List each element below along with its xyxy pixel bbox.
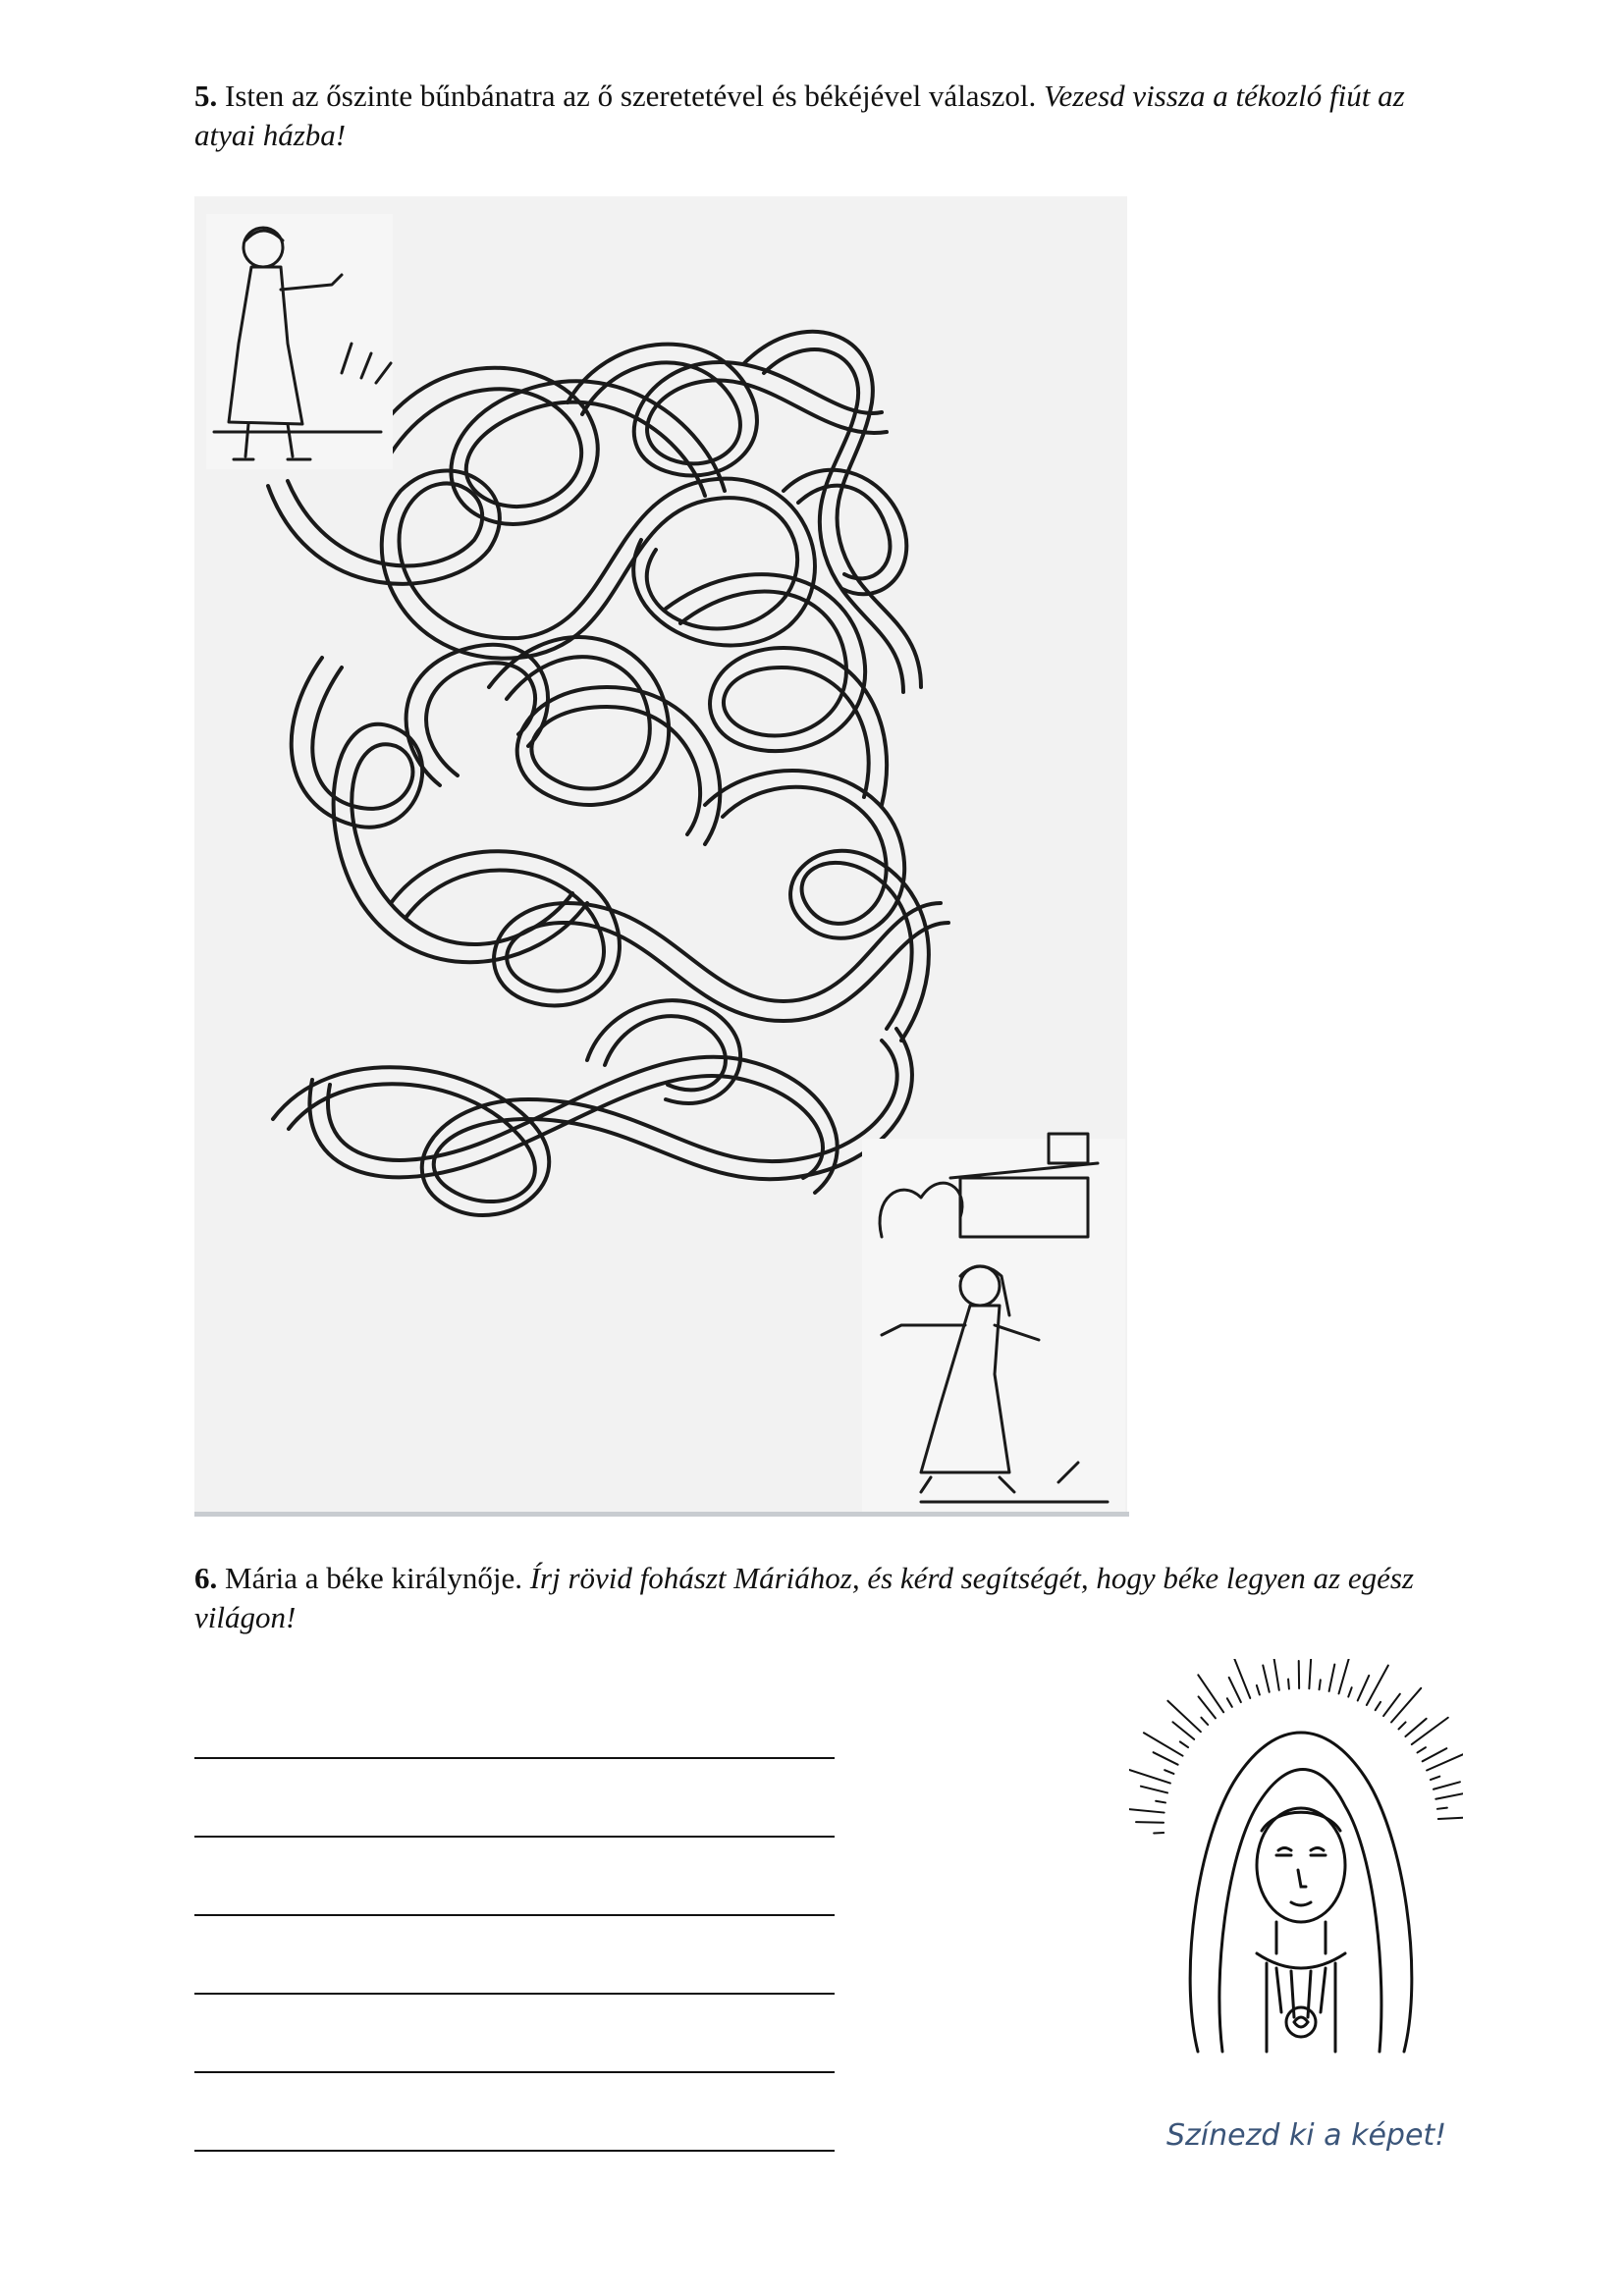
halo-ray [1423,1748,1447,1761]
writing-line[interactable] [194,1836,835,1838]
halo-ray [1198,1675,1223,1712]
halo-ray [1180,1741,1188,1747]
halo-ray [1129,1769,1170,1783]
halo-ray [1272,1659,1278,1690]
halo-ray [1339,1659,1352,1693]
halo-ray [1199,1696,1216,1718]
halo-ray [1329,1665,1335,1691]
writing-line[interactable] [194,2071,835,2073]
halo-ray [1288,1680,1289,1689]
halo-ray [1437,1808,1447,1809]
halo-ray [1438,1818,1463,1819]
writing-line[interactable] [194,1993,835,1995]
halo-ray [1156,1801,1165,1803]
halo-ray [1435,1790,1463,1799]
writing-line[interactable] [194,1757,835,1759]
halo-ray [1141,1787,1167,1793]
halo-ray [1263,1666,1269,1692]
halo-ray [1229,1678,1241,1702]
halo-ray [1129,1808,1164,1812]
halo-ray [1434,1782,1460,1789]
halo-ray [1164,1770,1173,1774]
writing-line[interactable] [194,2150,835,2152]
halo-ray [1412,1718,1448,1744]
maze[interactable] [194,196,1129,1517]
halo-ray [1367,1666,1388,1705]
halo-ray [1227,1698,1232,1707]
coloring-caption: Színezd ki a képet! [1166,2118,1447,2153]
halo-ray [1358,1676,1370,1701]
task6-prompt [194,1559,1461,1637]
halo-ray [1144,1733,1183,1755]
halo-ray [1427,1752,1463,1771]
halo-ray [1154,1752,1178,1764]
halo-ray [1172,1722,1194,1739]
prodigal-son-icon [206,214,393,469]
virgin-mary-icon [1129,1659,1463,2101]
task5-text: Isten az őszinte bűnbánatra az ő szeretetével és békéjével válaszol. [217,79,1045,113]
task6-text: Mária a béke királynője. [217,1561,530,1595]
halo-ray [1383,1694,1400,1716]
halo-ray [1309,1659,1312,1688]
task6-instruction: Írj rövid fohászt Máriához, és kérd segítségét, hogy béke legyen az egész világon! [194,1561,1414,1634]
task5-number: 5. [194,79,218,113]
halo-ray [1418,1747,1426,1752]
halo-ray [1167,1701,1201,1732]
task6-number: 6. [194,1561,218,1595]
halo-ray [1348,1687,1351,1696]
halo-ray [1201,1718,1208,1725]
halo-ray [1391,1688,1421,1723]
halo-ray [1320,1680,1321,1689]
father-house-icon [862,1134,1125,1512]
halo-ray [1136,1822,1164,1823]
task5-prompt [194,77,1451,155]
halo-ray [1257,1685,1260,1695]
task5-instruction: Vezesd vissza a tékozló fiút az atyai házba! [194,79,1405,152]
halo-ray [1398,1722,1405,1729]
halo-ray [1405,1719,1426,1736]
halo-ray [1431,1777,1439,1780]
writing-line[interactable] [194,1914,835,1916]
halo-ray [1376,1702,1380,1710]
